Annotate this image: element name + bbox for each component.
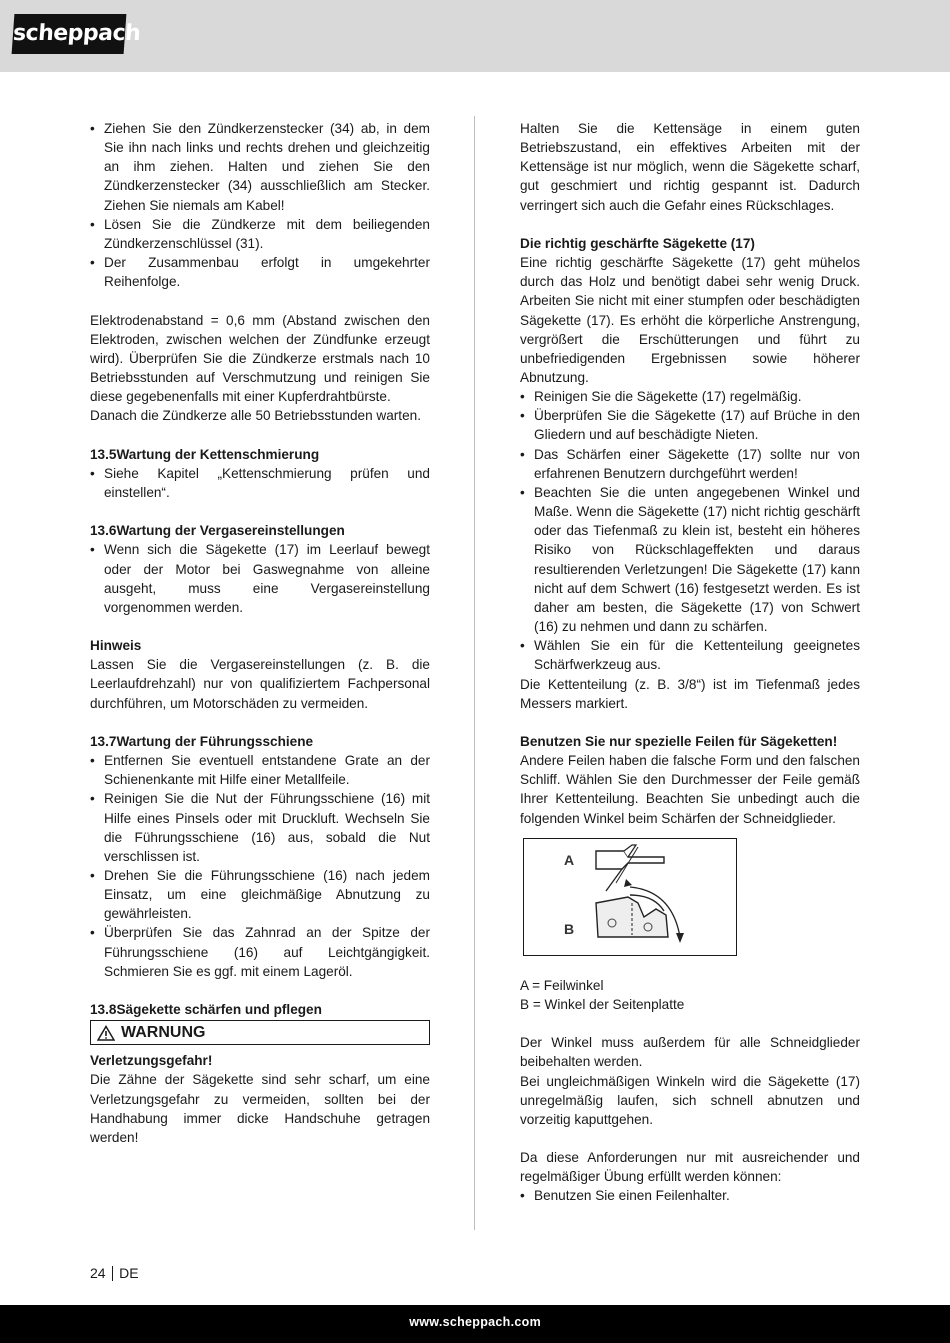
list-item: • Lösen Sie die Zündkerze mit dem beiliegenden Zündkerzenschlüssel (31).: [90, 215, 430, 253]
list-item: • Überprüfen Sie das Zahnrad an der Spitze der Führungsschiene (16) auf Leichtgängigkeit. Schmieren Sie es ggf. mit einem Lageröl.: [90, 923, 430, 980]
list-item: • Das Schärfen einer Sägekette (17) sollte nur von erfahrenen Benutzern durchgeführt werden!: [520, 445, 860, 483]
list-item: • Drehen Sie die Führungsschiene (16) nach jedem Einsatz, um eine gleichmäßige Abnutzung zu gewährleisten.: [90, 866, 430, 923]
website-url: www.scheppach.com: [409, 1315, 541, 1329]
final-list: [520, 1186, 860, 1205]
section-13-7-list: [90, 751, 430, 981]
maintenance-interval-paragraph: Danach die Zündkerze alle 50 Betriebsstunden warten.: [90, 408, 421, 424]
spark-plug-steps: [90, 119, 430, 291]
header-bar: [0, 0, 950, 72]
note-heading: Hinweis: [90, 638, 142, 654]
list-item: • Reinigen Sie die Sägekette (17) regelmäßig.: [520, 387, 860, 406]
legend-b: B = Winkel der Seitenplatte: [520, 996, 685, 1012]
section-heading-13-7: 13.7Wartung der Führungsschiene: [90, 733, 314, 749]
list-item: • Der Zusammenbau erfolgt in umgekehrter Reihenfolge.: [90, 253, 430, 291]
right-column: [520, 119, 860, 1206]
list-item: • Wenn sich die Sägekette (17) im Leerlauf bewegt oder der Motor bei Gaswegnahme von alleine ausgeht, muss eine Vergasereinstellung vorgenommen werden.: [90, 540, 430, 617]
list-item: • Wählen Sie ein für die Kettenteilung geeignetes Schärfwerkzeug aus.: [520, 636, 860, 674]
list-item: • Benutzen Sie einen Feilenhalter.: [520, 1186, 860, 1205]
uneven-angle-paragraph: Bei ungleichmäßigen Winkeln wird die Sägekette (17) unregelmäßig laufen, sich schnell abnutzen und vorzeitig kaputtgehen.: [520, 1073, 860, 1127]
scheppach-logo: scheppach: [12, 14, 127, 54]
warning-box: [90, 1020, 430, 1045]
chain-pitch-paragraph: Die Kettenteilung (z. B. 3/8“) ist im Tiefenmaß jedes Messers markiert.: [520, 676, 860, 711]
page-separator: [112, 1266, 114, 1281]
warning-triangle-icon: [97, 1025, 115, 1041]
injury-hazard-heading: Verletzungsgefahr!: [90, 1053, 213, 1069]
note-paragraph: Lassen Sie die Vergasereinstellungen (z. B. die Leerlaufdrehzahl) nur von qualifiziertem Fachpersonal durchführen, um Motorschäden zu vermeiden.: [90, 657, 430, 711]
legend-a: A = Feilwinkel: [520, 977, 604, 993]
figure-label-a: A: [564, 851, 575, 868]
electrode-gap-paragraph: Elektrodenabstand = 0,6 mm (Abstand zwischen den Elektroden, zwischen welchen der Zündfunke erzeugt wird). Überprüfen Sie die Zündkerze erstmals nach 10 Betriebsstunden auf Verschmutzung und reinigen Sie diese gegebenenfalls mit einer Kupferdrahtbürste.: [90, 312, 430, 405]
injury-hazard-paragraph: Die Zähne der Sägekette sind sehr scharf, um eine Verletzungsgefahr zu vermeiden, sollten bei der Handhabung immer dicke Handschuhe getragen werden!: [90, 1072, 430, 1145]
section-13-6-list: [90, 540, 430, 617]
sharpened-chain-heading: Die richtig geschärfte Sägekette (17): [520, 235, 755, 251]
requirements-paragraph: Da diese Anforderungen nur mit ausreichender und regelmäßiger Übung erfüllt werden können:: [520, 1150, 860, 1185]
list-item: • Ziehen Sie den Zündkerzenstecker (34) ab, in dem Sie ihn nach links und rechts drehen und gleichzeitig an ihm ziehen. Halten und ziehen Sie den Zündkerzenstecker (34) ausschließlich am Stecker. Ziehen Sie niemals am Kabel!: [90, 119, 430, 215]
page-number: [90, 1265, 139, 1281]
chain-care-list: [520, 387, 860, 674]
list-item: • Entfernen Sie eventuell entstandene Grate an der Schienenkante mit Hilfe einer Metallfeile.: [90, 751, 430, 789]
angle-paragraph: Der Winkel muss außerdem für alle Schneidglieder beibehalten werden.: [520, 1035, 860, 1070]
section-heading-13-6: 13.6Wartung der Vergasereinstellungen: [90, 523, 345, 539]
sharpening-angle-figure: [523, 838, 737, 956]
column-divider: [474, 116, 475, 1230]
list-item: • Siehe Kapitel „Kettenschmierung prüfen und einstellen“.: [90, 464, 430, 502]
list-item: • Beachten Sie die unten angegebenen Winkel und Maße. Wenn die Sägekette (17) nicht richtig geschärft oder das Tiefenmaß zu klein ist, besteht ein höheres Risiko von Rückschlageffekten und daraus resultierenden Verletzungen! Die Sägekette (17) kann nicht auf dem Schwert (16) festgesetzt werden. Es ist daher am besten, die Sägekette (17) von Schwert (16) zu nehmen und dann zu schärfen.: [520, 483, 860, 636]
special-files-paragraph: Andere Feilen haben die falsche Form und den falschen Schliff. Wählen Sie den Durchmesser der Feile gemäß Ihrer Kettenteilung. Beachten Sie unbedingt auch die folgenden Winkel beim Schärfen der Schneidglieder.: [520, 753, 860, 826]
section-heading-13-8: 13.8Sägekette schärfen und pflegen: [90, 1002, 322, 1018]
special-files-heading: Benutzen Sie nur spezielle Feilen für Sägeketten!: [520, 733, 838, 749]
list-item: • Reinigen Sie die Nut der Führungsschiene (16) mit Hilfe eines Pinsels oder mit Druckluft. Wechseln Sie die Führungsschiene (16) aus, sobald die Nut verschlissen ist.: [90, 789, 430, 866]
intro-paragraph: Halten Sie die Kettensäge in einem guten Betriebszustand, ein effektives Arbeiten mit der Kettensäge ist nur möglich, wenn die Sägekette scharf, gut geschmiert und richtig gespannt ist. Dadurch verringert sich auch die Gefahr eines Rückschlages.: [520, 121, 860, 213]
figure-label-b: B: [564, 920, 575, 937]
page-number-value: 24: [90, 1265, 106, 1281]
sharpening-angle-diagram: [524, 839, 736, 955]
left-column: [90, 119, 430, 1147]
list-item: • Überprüfen Sie die Sägekette (17) auf Brüche in den Gliedern und auf beschädigte Nieten.: [520, 406, 860, 444]
section-13-5-list: [90, 464, 430, 502]
section-heading-13-5: 13.5Wartung der Kettenschmierung: [90, 446, 320, 462]
sharpened-chain-paragraph: Eine richtig geschärfte Sägekette (17) geht mühelos durch das Holz und benötigt dabei sehr wenig Druck. Arbeiten Sie nicht mit einer stumpfen oder beschädigten Sägekette (17). Es erhöht die körperliche Anstrengung, vergrößert die Erschütterungen und führt zu unbefriedigenden Ergebnissen sowie höherer Abnutzung.: [520, 255, 860, 386]
warning-label: WARNUNG: [121, 1024, 206, 1042]
language-code: DE: [119, 1265, 139, 1281]
footer-bar: [0, 1305, 950, 1343]
